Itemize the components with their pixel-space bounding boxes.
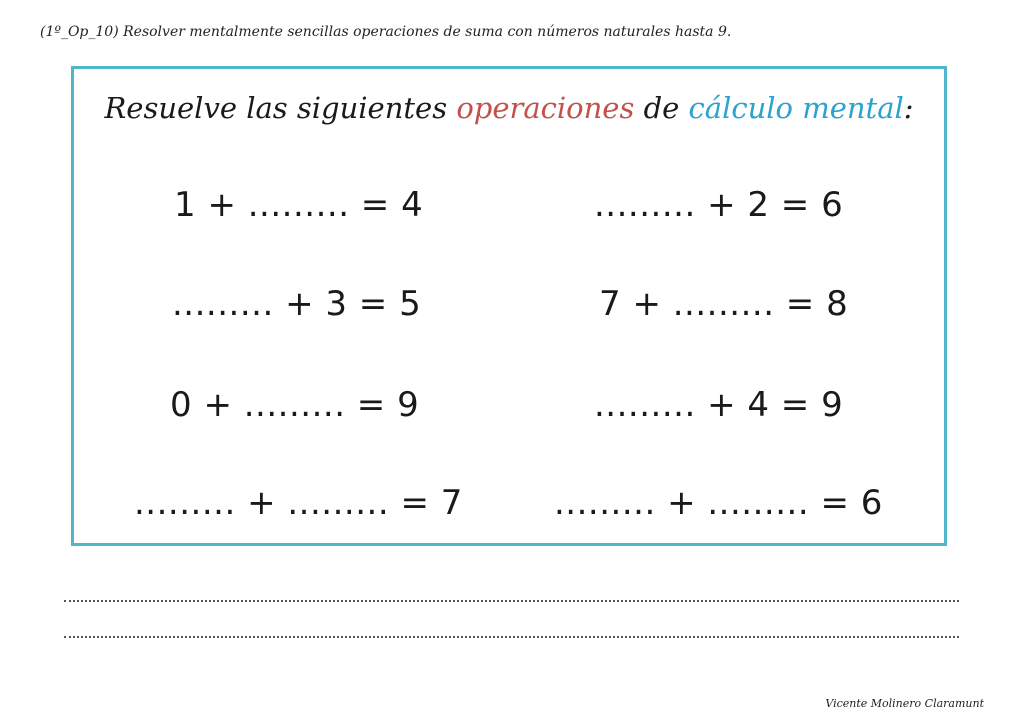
objective-text: (1º_Op_10) Resolver mentalmente sencillas operaciones de suma con números naturales hasta 9. — [40, 24, 732, 40]
equation-4: 7 + ......... = 8 — [599, 284, 849, 324]
exercise-heading — [74, 91, 944, 125]
heading-word-calculo-mental: cálculo mental — [688, 91, 904, 125]
equation-5: 0 + ......... = 9 — [170, 385, 420, 425]
author-signature: Vicente Molinero Claramunt — [825, 697, 984, 710]
equation-1: 1 + ......... = 4 — [174, 185, 424, 225]
answer-line-1 — [64, 600, 959, 602]
equation-6: ......... + 4 = 9 — [594, 385, 844, 425]
equation-2: ......... + 2 = 6 — [594, 185, 844, 225]
heading-part-3: de — [634, 91, 689, 125]
heading-word-operaciones: operaciones — [456, 91, 635, 125]
equation-7: ......... + ......... = 7 — [134, 483, 463, 523]
exercise-frame — [71, 66, 947, 546]
equation-8: ......... + ......... = 6 — [554, 483, 883, 523]
heading-colon: : — [903, 91, 914, 125]
equation-3: ......... + 3 = 5 — [172, 284, 422, 324]
heading-part-1: Resuelve las siguientes — [104, 91, 457, 125]
answer-line-2 — [64, 636, 959, 638]
